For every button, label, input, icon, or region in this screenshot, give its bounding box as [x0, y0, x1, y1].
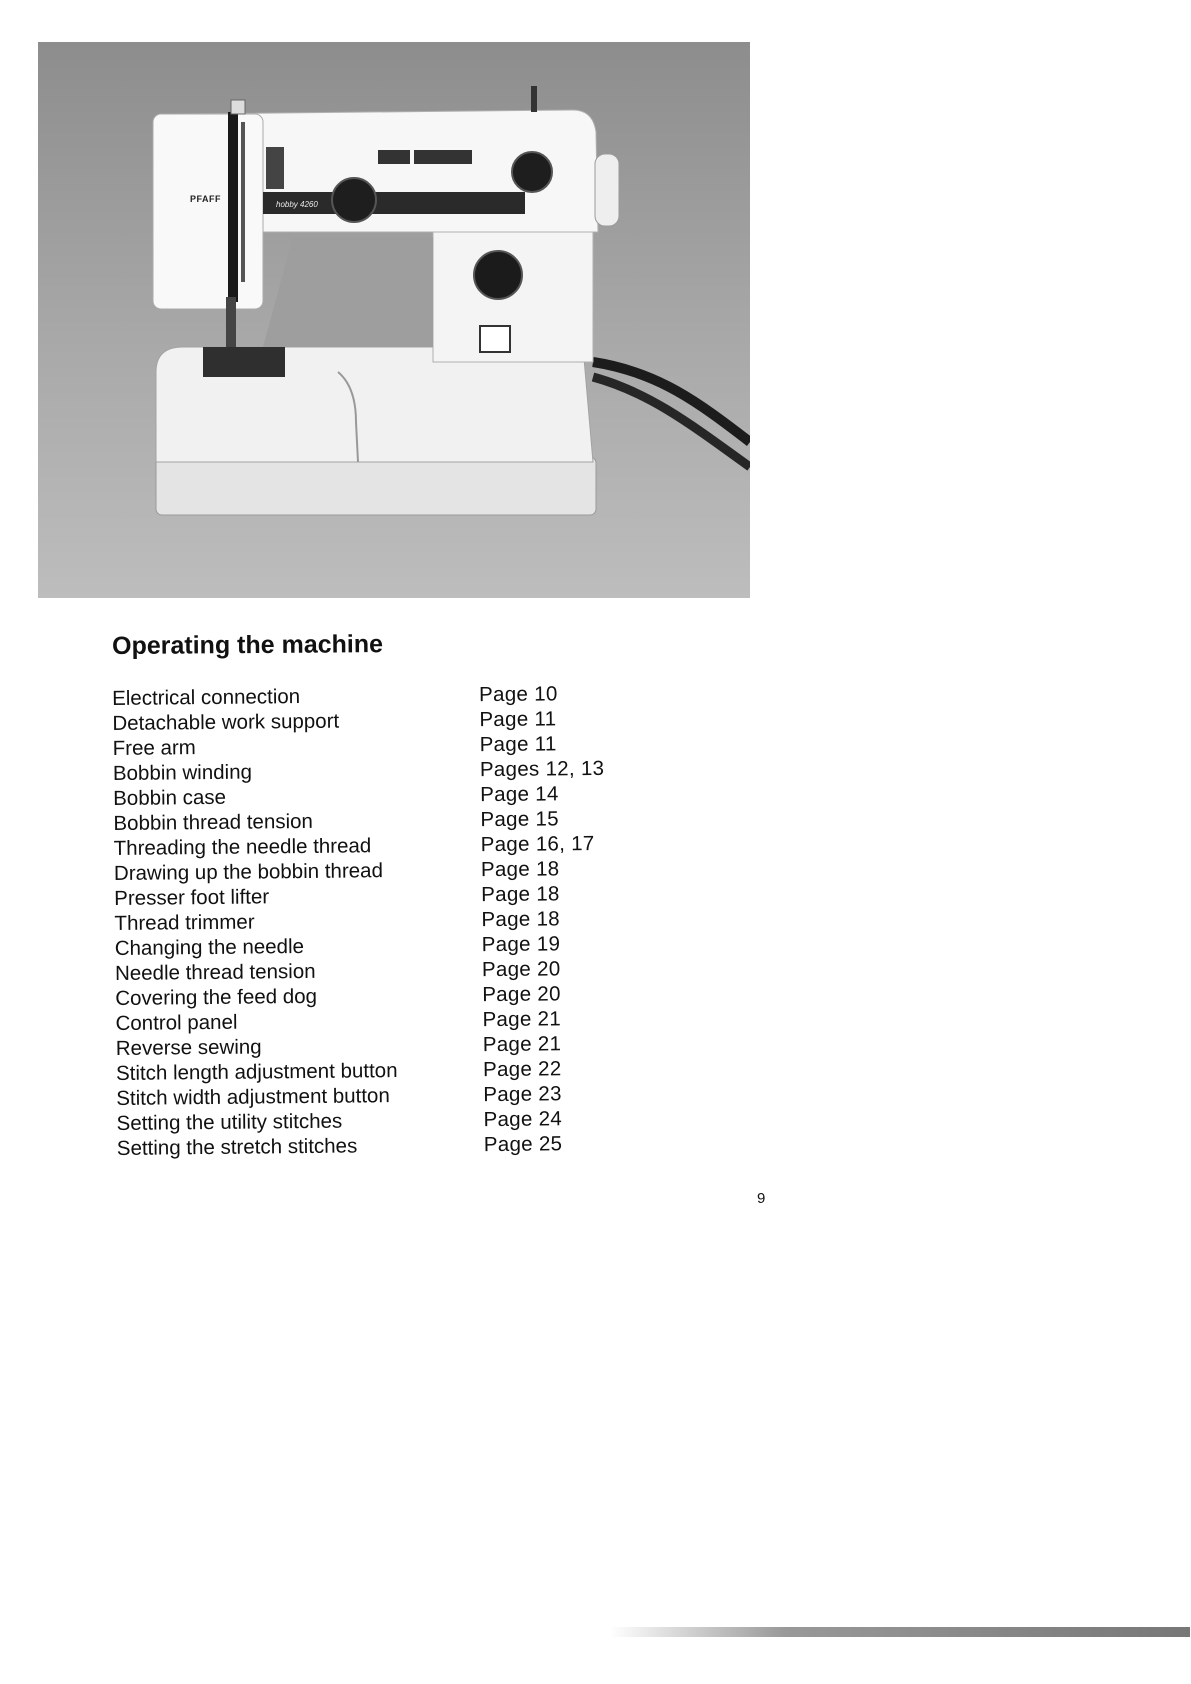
topic-label: Thread trimmer — [114, 910, 255, 935]
page-reference: Page 23 — [483, 1081, 562, 1106]
page-reference: Page 10 — [478, 681, 558, 706]
topic-label: Reverse sewing — [115, 1034, 262, 1060]
topic-label: Setting the utility stitches — [116, 1109, 343, 1135]
page-reference: Page 18 — [481, 906, 561, 931]
page-reference: Page 11 — [479, 731, 557, 756]
topic-label: Drawing up the bobbin thread — [113, 858, 384, 885]
page-reference: Page 19 — [481, 931, 561, 956]
model-label: hobby 4260 — [276, 200, 318, 209]
topic-label: Control panel — [115, 1010, 238, 1035]
topic-label: Setting the stretch stitches — [116, 1133, 358, 1160]
topic-label: Free arm — [112, 735, 196, 760]
page-reference: Page 18 — [480, 856, 560, 881]
topic-label: Presser foot lifter — [114, 884, 270, 910]
page-reference: Page 21 — [482, 1006, 562, 1031]
topic-label: Detachable work support — [112, 709, 340, 735]
scan-edge-divider — [610, 1627, 1190, 1637]
page-reference: Pages 12, 13 — [479, 756, 605, 781]
page-reference: Page 11 — [479, 706, 557, 731]
topic-label: Electrical connection — [112, 684, 301, 710]
page-reference: Page 18 — [481, 881, 560, 906]
page-reference: Page 24 — [483, 1106, 563, 1131]
topic-label: Bobbin case — [113, 785, 227, 810]
topic-label: Covering the feed dog — [115, 984, 318, 1010]
page-reference: Page 16, 17 — [480, 831, 595, 856]
topic-label: Stitch width adjustment button — [116, 1083, 390, 1110]
brand-label: PFAFF — [190, 194, 221, 204]
topic-label: Bobbin thread tension — [113, 809, 314, 835]
topic-label: Bobbin winding — [112, 760, 253, 785]
topic-label: Needle thread tension — [114, 959, 316, 985]
page-reference: Page 15 — [480, 806, 560, 831]
topic-label: Threading the needle thread — [113, 833, 372, 860]
page-reference: Page 14 — [480, 781, 559, 806]
topic-label: Changing the needle — [114, 934, 305, 960]
sewing-machine-illustration — [38, 42, 750, 598]
topic-label: Stitch length adjustment button — [115, 1058, 398, 1085]
section-title: Operating the machine — [112, 630, 384, 660]
page-reference: Page 22 — [482, 1056, 562, 1081]
page-reference: Page 20 — [481, 956, 561, 981]
page-number: 9 — [757, 1190, 766, 1207]
page-reference: Page 21 — [482, 1031, 562, 1056]
sewing-machine-photo — [38, 42, 750, 598]
table-of-contents — [112, 681, 637, 1161]
page-reference: Page 20 — [482, 981, 561, 1006]
list-item — [117, 1131, 637, 1161]
page-reference: Page 25 — [483, 1131, 563, 1156]
